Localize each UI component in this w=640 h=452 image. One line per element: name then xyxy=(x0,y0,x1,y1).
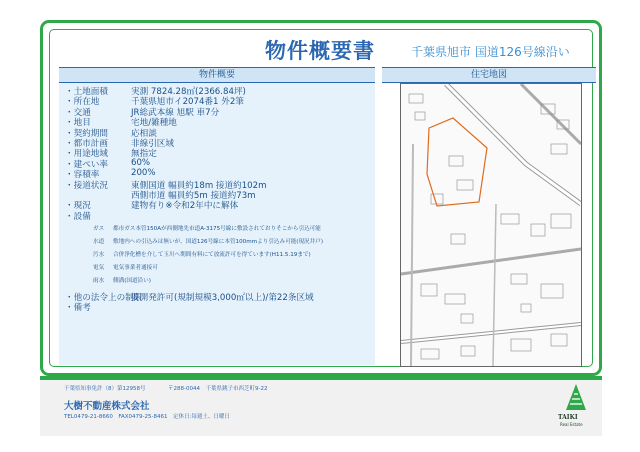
row-value: 側溝(国道沿い) xyxy=(113,278,151,285)
summary-row xyxy=(59,179,375,189)
footer-accent-bar xyxy=(40,376,602,380)
document-frame xyxy=(40,20,602,376)
row-value: 非線引区域 xyxy=(131,138,174,149)
footer xyxy=(40,376,602,436)
summary-row xyxy=(59,147,375,160)
row-label: ・契約期間 xyxy=(65,128,108,139)
utility-row xyxy=(59,250,375,263)
row-value: 合併浄化槽を介して玉川へ期間有料にて放流許可を得ています(H11.5.19まで) xyxy=(113,252,311,259)
row-label: ・設備 xyxy=(65,211,91,222)
license-number: 千葉県知事免許（8）第12958号 xyxy=(64,386,146,392)
row-label: ・用途地域 xyxy=(65,149,108,160)
row-label: ・所在地 xyxy=(65,97,100,108)
row-value: 西側市道 幅員約5m 接道約73m xyxy=(131,190,256,201)
row-label: ・接道状況 xyxy=(65,180,108,191)
row-value: 60% xyxy=(131,157,151,168)
residential-map xyxy=(400,83,582,367)
summary-row xyxy=(59,210,375,220)
company-address: 〒288-0044 千葉県銚子市西芝町9-22 xyxy=(168,386,268,392)
summary-row xyxy=(59,199,375,212)
row-value: 電気事業者通接可 xyxy=(113,265,158,272)
utility-row xyxy=(59,237,375,250)
summary-row xyxy=(59,301,375,314)
row-label: ・建ぺい率 xyxy=(65,159,108,170)
summary-row xyxy=(59,106,375,116)
summary-row xyxy=(59,168,375,181)
logo-subtitle: Real Estate xyxy=(560,422,583,427)
row-value: JR総武本線 旭駅 車7分 xyxy=(131,107,220,118)
summary-row xyxy=(59,116,375,129)
utility-row xyxy=(59,224,375,237)
row-label: 雨水 xyxy=(93,278,105,285)
utility-row xyxy=(59,276,375,289)
row-value: 宅地/雑種地 xyxy=(131,118,177,129)
summary-row xyxy=(59,189,375,199)
property-location-subtitle: 千葉県旭市 国道126号線沿い xyxy=(411,45,570,59)
row-value: 200% xyxy=(131,168,156,179)
map-heading: 住宅地図 xyxy=(382,67,596,83)
logo-name: TAIKI xyxy=(558,414,578,421)
taiki-logo-icon xyxy=(564,382,588,412)
property-summary-panel xyxy=(59,67,375,365)
row-value: 応相談 xyxy=(131,128,157,139)
summary-row xyxy=(59,127,375,137)
row-value: 実測 7824.28㎡(2366.84坪) xyxy=(131,87,246,97)
row-value: 無指定 xyxy=(131,149,157,160)
company-name: 大樹不動産株式会社 xyxy=(64,401,150,412)
property-summary-heading: 物件概要 xyxy=(59,67,375,83)
row-label: ・他の法令上の制限 xyxy=(65,293,143,304)
row-label: ・備考 xyxy=(65,303,91,314)
map-drawing xyxy=(401,84,581,366)
row-value: 要開発許可(規制規模3,000㎡以上)/第22条区域 xyxy=(131,293,314,304)
summary-row xyxy=(59,291,375,304)
row-label: ・都市計画 xyxy=(65,138,108,149)
document-title: 物件概要書 xyxy=(265,39,375,63)
row-value: 都市ガス本管150Aが西側地先市道A-3175号線に敷設されておりそこから引込可能 xyxy=(113,226,321,233)
utility-row xyxy=(59,263,375,276)
row-value: 敷地内への引込みは無いが、国道126号線に本管100mmより引込み可能(現況井戸) xyxy=(113,239,324,246)
contact-info: TEL0479-21-8660 FAX0479-25-8461 定休日:毎週土、日曜日 xyxy=(64,414,230,420)
row-label: 水道 xyxy=(93,239,105,246)
row-label: ・交通 xyxy=(65,107,91,118)
row-label: ・現況 xyxy=(65,201,91,212)
summary-row xyxy=(59,158,375,168)
row-label: ガス xyxy=(93,226,105,233)
row-value: 千葉県旭市イ2074番1 外2筆 xyxy=(131,97,244,108)
summary-row xyxy=(59,85,375,95)
summary-row xyxy=(59,137,375,147)
row-value: 東側国道 幅員約18m 接道約102m xyxy=(131,180,267,191)
row-label: ・地目 xyxy=(65,118,91,129)
row-label: ・容積率 xyxy=(65,170,100,181)
row-label: 電気 xyxy=(93,265,105,272)
row-label: ・土地面積 xyxy=(65,87,108,97)
property-summary-rows xyxy=(59,85,375,312)
summary-row xyxy=(59,95,375,108)
row-value: 建物有り※令和2年中に解体 xyxy=(131,201,239,212)
row-label: 汚水 xyxy=(93,252,105,259)
